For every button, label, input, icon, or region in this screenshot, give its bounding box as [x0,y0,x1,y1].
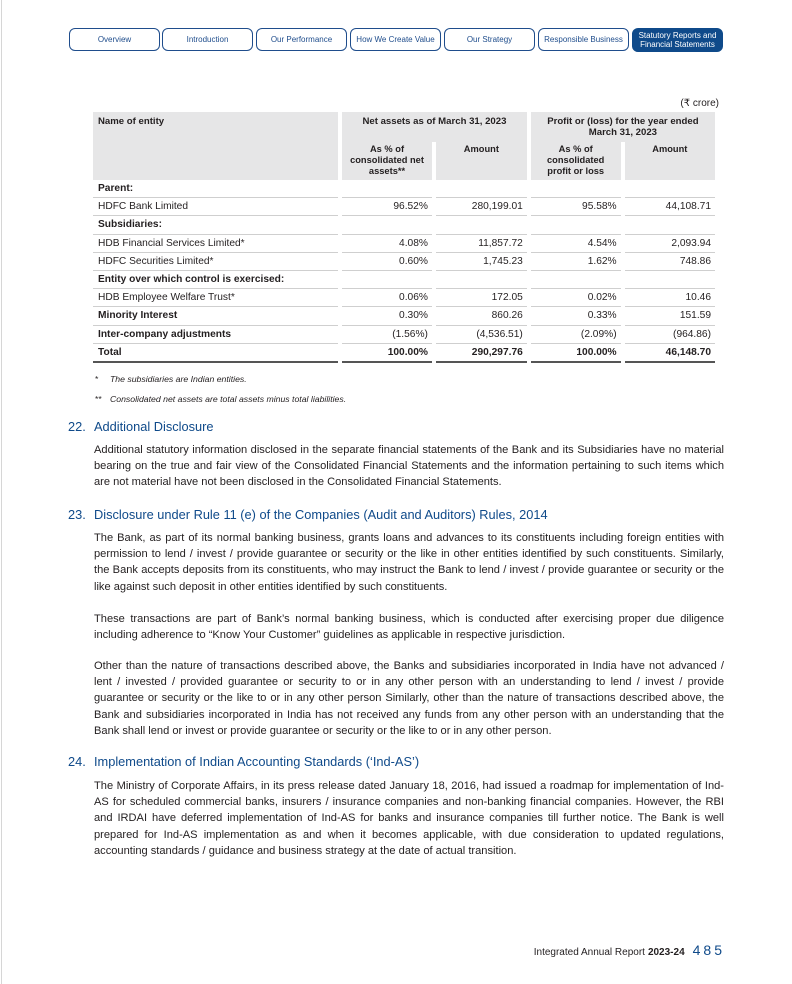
tab-overview[interactable]: Overview [69,28,160,51]
table-row [93,289,715,307]
cell-pct-profit: 0.02% [531,289,621,307]
table-row-total [93,344,715,363]
row-label: HDB Financial Services Limited* [93,235,338,253]
page-number: 485 [692,942,725,958]
page-edge-line [1,0,2,984]
cell-pct-assets: 0.60% [342,253,432,271]
section-title: Implementation of Indian Accounting Standards (‘Ind-AS’) [94,754,420,769]
section-title: Disclosure under Rule 11 (e) of the Companies (Audit and Auditors) Rules, 2014 [94,507,548,522]
cell-empty [531,180,621,198]
cell-pct-assets: 0.06% [342,289,432,307]
footer-label: Integrated Annual Report [533,947,645,958]
cell-amount-profit: (964.86) [625,326,715,344]
paragraph: These transactions are part of Bank’s normal banking business, which is conducted after exercising proper due diligence including adherence to “Know Your Customer” guidelines as applicable in respective jurisdiction. [94,613,724,642]
row-label: Subsidiaries: [93,216,338,234]
tab-introduction[interactable]: Introduction [162,28,253,51]
cell-amount-assets: 860.26 [436,307,527,325]
cell-amount-assets: 290,297.76 [436,344,527,363]
section-heading [68,419,214,434]
cell-amount-profit: 46,148.70 [625,344,715,363]
cell-pct-assets: 96.52% [342,198,432,216]
cell-pct-assets: 100.00% [342,344,432,363]
paragraph: The Ministry of Corporate Affairs, in its press release dated January 18, 2016, had issued a roadmap for implementation of Ind-AS for scheduled commercial banks, insurers / insurance companies and non-banking financial companies. However, the RBI and IRDAI have deferred implementation of Ind-AS for banks and insurance companies till further notice. The Bank is well prepared for Ind-AS implementation as and when it becomes applicable, with due consideration to updated regulations, accounting standards / guidance and business strategy at the date of actual transition. [94,780,724,857]
header-pct-assets: As % of consolidated net assets** [342,142,432,180]
cell-empty [436,180,527,198]
row-label: HDB Employee Welfare Trust* [93,289,338,307]
footer-year: 2023-24 [647,947,685,958]
cell-pct-profit: (2.09%) [531,326,621,344]
cell-amount-assets: 172.05 [436,289,527,307]
entity-table [89,112,719,363]
header-amount-2: Amount [625,142,715,180]
cell-pct-assets: 4.08% [342,235,432,253]
row-label: Parent: [93,180,338,198]
cell-amount-profit: 44,108.71 [625,198,715,216]
cell-amount-assets: 1,745.23 [436,253,527,271]
row-label: Inter-company adjustments [93,326,338,344]
paragraph: Additional statutory information disclosed in the separate financial statements of the Bank and its Subsidiaries have no material bearing on the true and fair view of the Consolidated Financial Statements and the information pertaining to such items which are not material have not been disclosed in the Consolidated Financial Statements. [94,444,724,489]
cell-empty [625,216,715,234]
row-label: Total [93,344,338,363]
cell-amount-assets: 11,857.72 [436,235,527,253]
footnote-mark: ** [95,394,102,404]
table-row [93,326,715,344]
cell-empty [531,216,621,234]
tab-statutory-reports[interactable]: Statutory Reports and Financial Statements [632,28,723,52]
table-row [93,180,715,198]
section-title: Additional Disclosure [94,419,214,434]
table-row [93,235,715,253]
footnote [95,374,247,384]
cell-pct-profit: 1.62% [531,253,621,271]
row-label: Entity over which control is exercised: [93,271,338,289]
header-net-assets: Net assets as of March 31, 2023 [342,112,527,142]
footnote-text: The subsidiaries are Indian entities. [110,374,247,384]
footnote-text: Consolidated net assets are total assets minus total liabilities. [110,394,347,404]
table-row [93,198,715,216]
tab-our-performance[interactable]: Our Performance [256,28,347,51]
cell-amount-profit: 151.59 [625,307,715,325]
cell-pct-profit: 0.33% [531,307,621,325]
table-row [93,271,715,289]
row-label: Minority Interest [93,307,338,325]
page-footer [534,942,725,958]
cell-empty [342,180,432,198]
tab-our-strategy[interactable]: Our Strategy [444,28,535,51]
cell-empty [531,271,621,289]
cell-pct-profit: 100.00% [531,344,621,363]
paragraph: The Bank, as part of its normal banking business, grants loans and advances to its constituents including foreign entities with permission to lend / invest / provide guarantee or security or the like in other entities identified by such constituents. Similarly, the Bank accepts deposits from its constituents, who may instruct the Bank to lend / invest / provide guarantee or security or the like against such deposit in other entities identified by such constituents. [94,532,724,593]
cell-amount-assets: 280,199.01 [436,198,527,216]
header-pct-profit: As % of consolidated profit or loss [531,142,621,180]
cell-amount-profit: 10.46 [625,289,715,307]
cell-empty [625,180,715,198]
cell-empty [625,271,715,289]
header-entity: Name of entity [93,112,338,180]
cell-amount-assets: (4,536.51) [436,326,527,344]
section-number: 22. [68,419,86,434]
row-label: HDFC Bank Limited [93,198,338,216]
cell-empty [342,216,432,234]
cell-empty [436,271,527,289]
section-heading [68,754,419,769]
table-row [93,216,715,234]
header-profit: Profit or (loss) for the year ended March 31, 2023 [531,112,715,142]
cell-pct-assets: 0.30% [342,307,432,325]
footnote [95,394,346,404]
cell-pct-profit: 4.54% [531,235,621,253]
cell-empty [342,271,432,289]
cell-empty [436,216,527,234]
cell-pct-profit: 95.58% [531,198,621,216]
header-amount-1: Amount [436,142,527,180]
row-label: HDFC Securities Limited* [93,253,338,271]
footnote-mark: * [95,374,99,384]
section-number: 24. [68,754,86,769]
tab-responsible-business[interactable]: Responsible Business [538,28,629,51]
cell-amount-profit: 748.86 [625,253,715,271]
section-number: 23. [68,507,86,522]
table-row [93,307,715,325]
table-row [93,253,715,271]
paragraph: Other than the nature of transactions described above, the Banks and subsidiaries incorporated in India have not advanced / lent / invested / provided guarantee or security to or in any other person with an understanding to lend / invest / provide guarantee or security or the like to or in any other person Similarly, other than the nature of transactions described above, the Bank and subsidiaries incorporated in India has not received any funds from any other person with an understanding that the Bank shall lend or invest or provide guarantee or security or the like to or in any other person. [94,660,724,737]
section-heading [68,507,548,522]
cell-pct-assets: (1.56%) [342,326,432,344]
cell-amount-profit: 2,093.94 [625,235,715,253]
unit-label: (₹ crore) [680,98,719,109]
tab-how-we-create-value[interactable]: How We Create Value [350,28,441,51]
